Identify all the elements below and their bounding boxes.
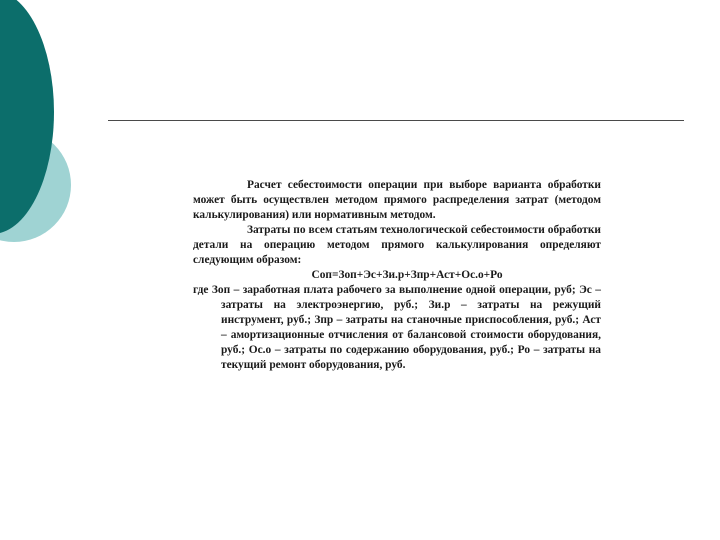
decorative-circles bbox=[0, 0, 90, 300]
paragraph-direct-costing: Затраты по всем статьям технологической себестоимости обработки детали на операцию методом прямого калькулирования определяют следующим образом: bbox=[193, 224, 601, 266]
formula-legend: где Зоп – заработная плата рабочего за выполнение одной операции, руб; Эс – затраты на электроэнергию, руб.; Зи.р – затраты на режущий инструмент, руб.; Зпр – затраты на станочные приспособления, руб.; Аст – амортизационные отчисления от балансовой стоимости оборудования, руб.; Ос.о – затраты по содержанию оборудования, руб.; Ро – затраты на текущий ремонт оборудования, руб. bbox=[193, 284, 601, 371]
slide-body bbox=[193, 178, 601, 373]
paragraph-costing-methods: Расчет себестоимости операции при выборе варианта обработки может быть осуществлен методом прямого распределения затрат (методом калькулирования) или нормативным методом. bbox=[193, 179, 601, 221]
cost-formula: Соп=Зоп+Эс+Зи.р+Зпр+Аст+Ос.о+Ро bbox=[311, 269, 503, 281]
horizontal-rule bbox=[108, 120, 684, 121]
